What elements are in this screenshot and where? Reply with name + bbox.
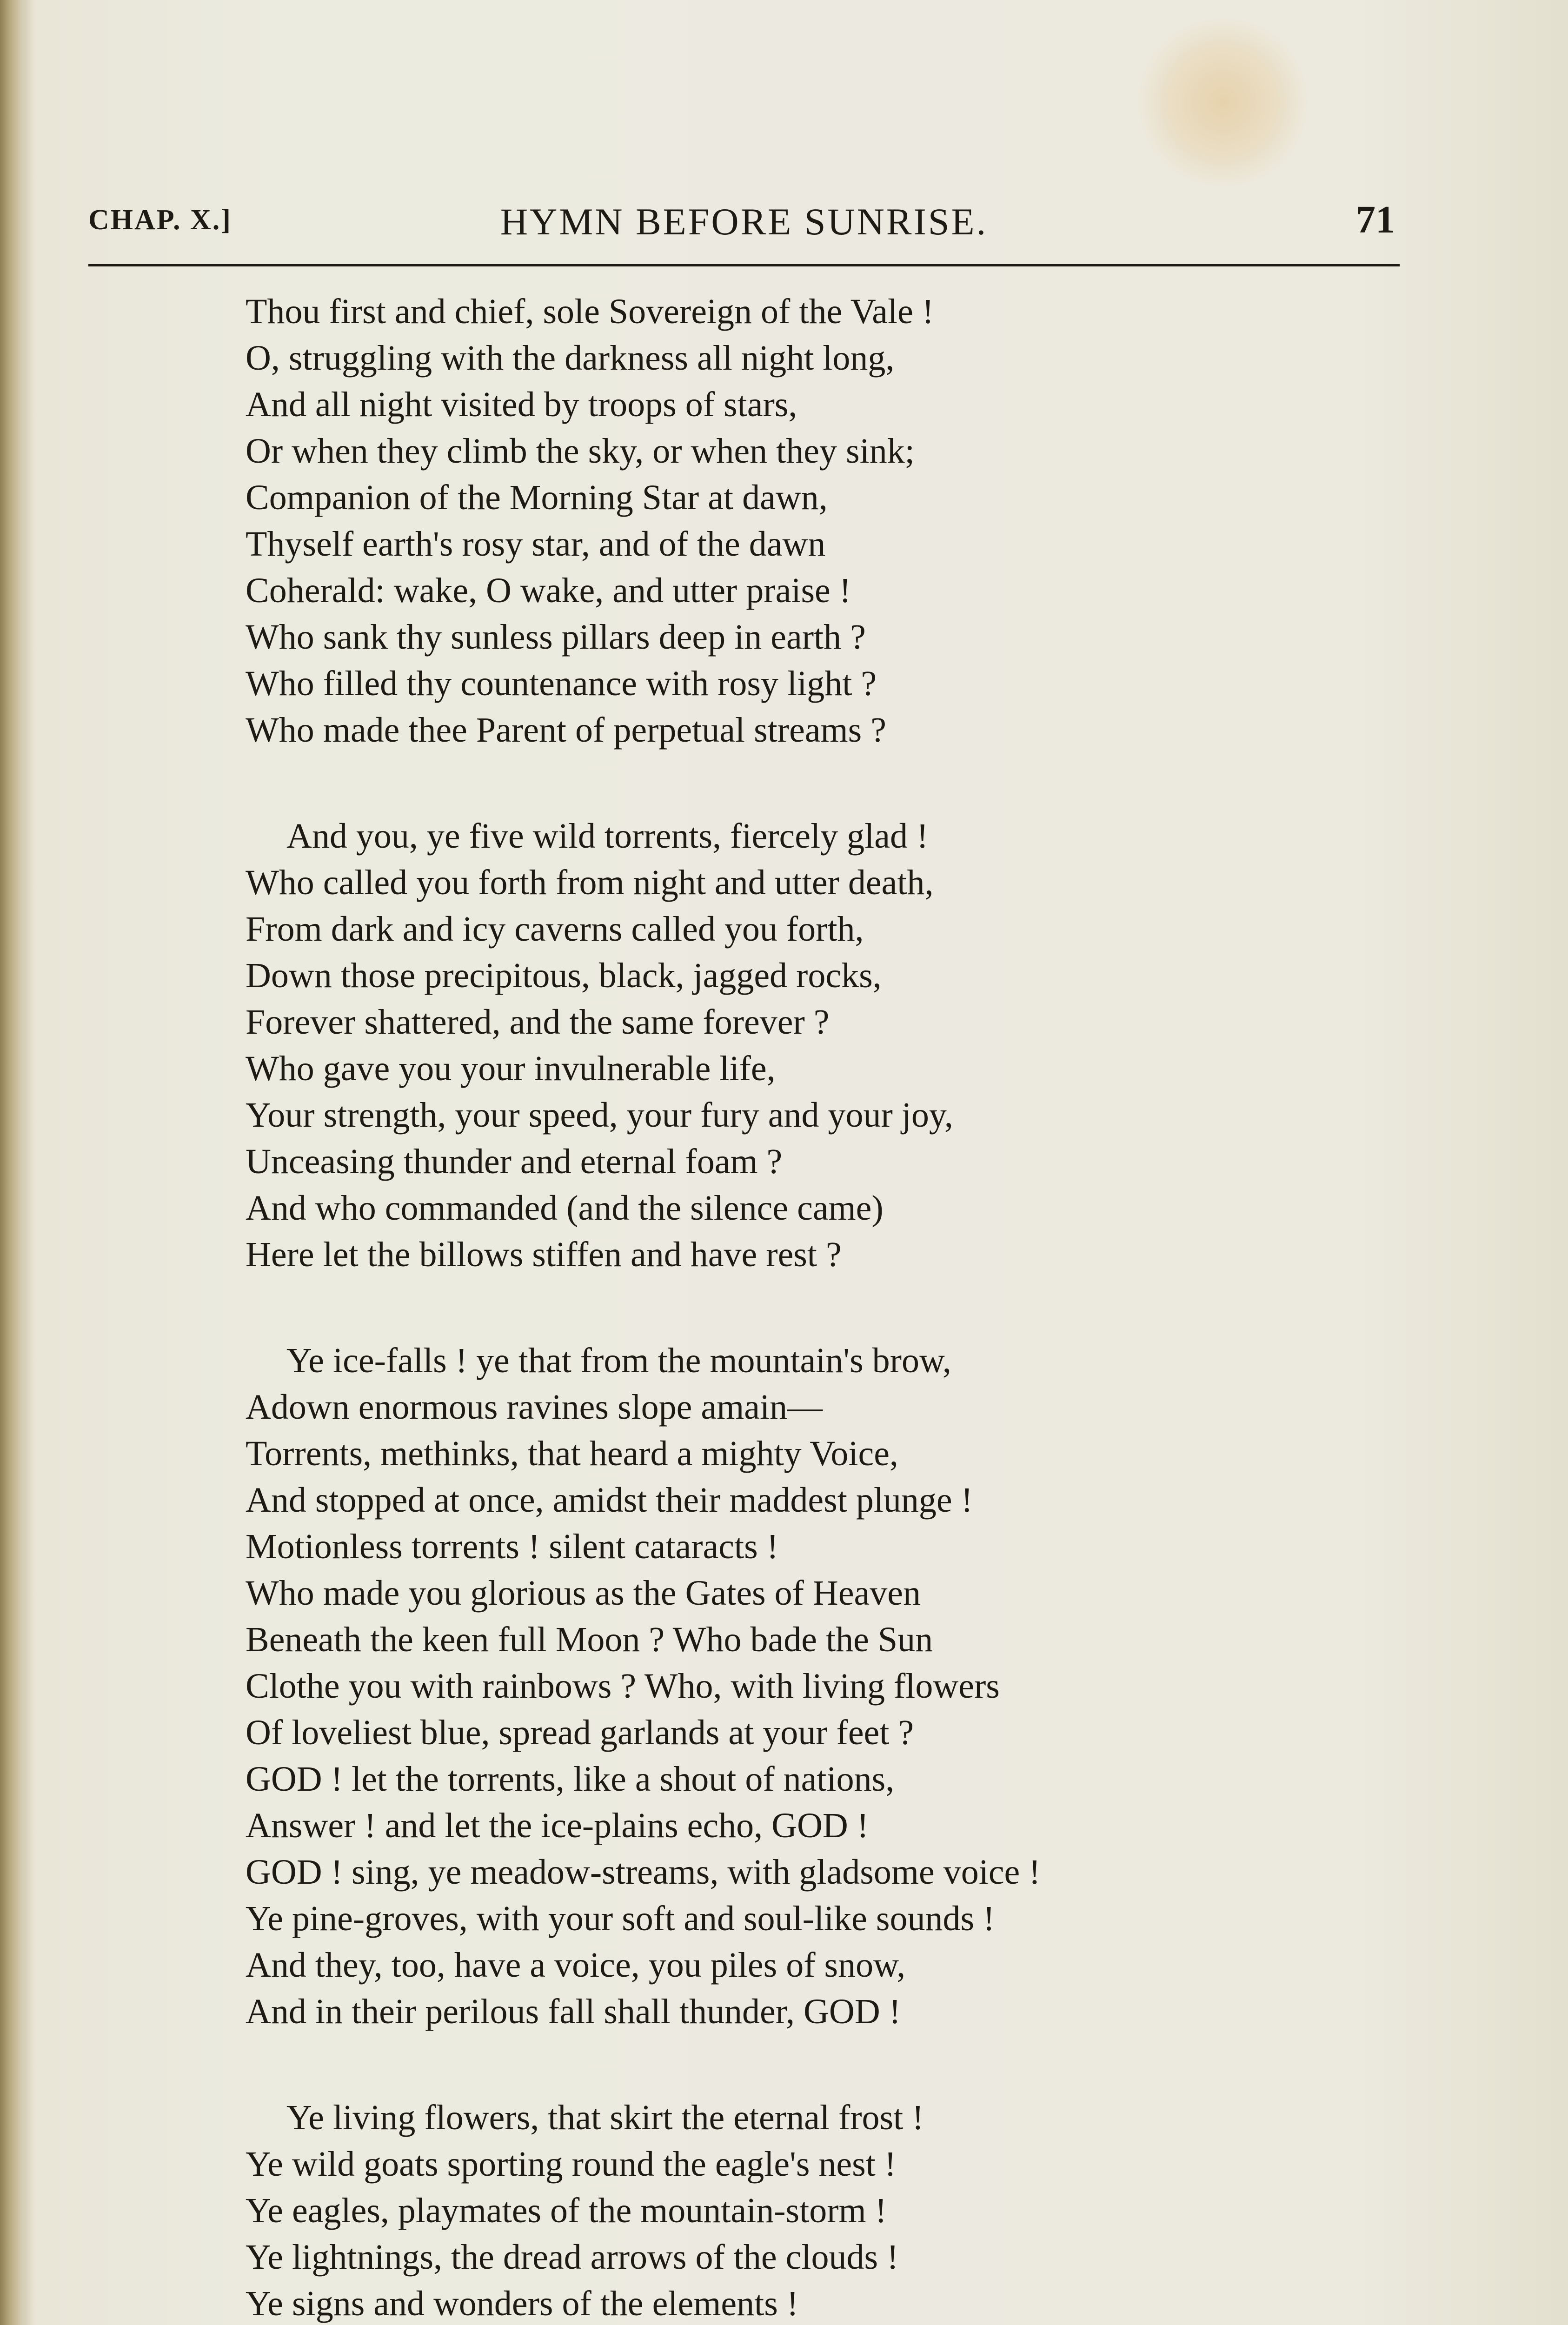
stanza-4 [246,2094,1315,2325]
poem-line: Ye wild goats sporting round the eagle's nest ! [246,2145,897,2184]
poem-line: Beneath the keen full Moon ? Who bade the Sun [246,1620,933,1659]
poem-line: And all night visited by troops of stars, [246,385,797,424]
chapter-label: CHAP. X.] [88,204,232,236]
poem-line: And you, ye five wild torrents, fiercely glad ! [286,817,929,856]
poem-line: Ye living flowers, that skirt the eternal frost ! [286,2098,924,2137]
poem-line: Forever shattered, and the same forever ? [246,1003,830,1042]
poem-line: Unceasing thunder and eternal foam ? [246,1142,783,1181]
poem-line: Ye lightnings, the dread arrows of the clouds ! [246,2238,899,2277]
poem-line: And stopped at once, amidst their maddest plunge ! [246,1481,973,1520]
poem-line: Who called you forth from night and utter death, [246,863,934,902]
running-title: HYMN BEFORE SUNRISE. [500,200,988,243]
poem-line: Ye pine-groves, with your soft and soul-like sounds ! [246,1899,995,1938]
poem-line: Who filled thy countenance with rosy light ? [246,664,877,703]
stanza-3 [246,1337,1315,2035]
stanza-1 [246,288,1315,753]
poem-line: Here let the billows stiffen and have rest ? [246,1235,842,1274]
poem-line: Answer ! and let the ice-plains echo, GOD ! [246,1806,869,1845]
running-header [88,195,1400,251]
poem-line: Thyself earth's rosy star, and of the dawn [246,525,826,564]
poem-line: O, struggling with the darkness all night long, [246,339,895,378]
poem-line: Who made you glorious as the Gates of Heaven [246,1574,921,1613]
poem-line: Torrents, methinks, that heard a mighty Voice, [246,1434,898,1473]
poem-line: Who gave you your invulnerable life, [246,1049,776,1088]
poem-line: Of loveliest blue, spread garlands at your feet ? [246,1713,914,1752]
paper-stain [1135,19,1311,186]
poem-line: Who sank thy sunless pillars deep in earth ? [246,618,866,657]
poem-line: Adown enormous ravines slope amain— [246,1388,823,1427]
poem-line: Coherald: wake, O wake, and utter praise ! [246,571,851,610]
poem-line: From dark and icy caverns called you forth, [246,910,864,949]
header-rule [88,264,1400,266]
poem-line: Or when they climb the sky, or when they sink; [246,432,915,471]
poem-line: GOD ! let the torrents, like a shout of nations, [246,1760,895,1799]
stanza-2 [246,813,1315,1278]
poem-line: Clothe you with rainbows ? Who, with living flowers [246,1667,1000,1706]
poem-line: Motionless torrents ! silent cataracts ! [246,1527,779,1566]
poem-line: GOD ! sing, ye meadow-streams, with gladsome voice ! [246,1853,1041,1892]
poem-line: And they, too, have a voice, you piles of snow, [246,1946,906,1985]
poem-line: Companion of the Morning Star at dawn, [246,478,828,517]
poem-line: And who commanded (and the silence came) [246,1189,884,1228]
poem-line: Thou first and chief, sole Sovereign of the Vale ! [246,292,934,331]
poem-line: Ye eagles, playmates of the mountain-storm ! [246,2191,887,2230]
poem-line: Ye ice-falls ! ye that from the mountain's brow, [286,1341,951,1380]
poem-line: Who made thee Parent of perpetual streams ? [246,711,886,750]
book-spine-shadow [0,0,33,2325]
page-number: 71 [1356,198,1395,241]
poem-line: Down those precipitous, black, jagged rocks, [246,956,882,995]
poem-body [246,288,1315,2325]
poem-line: Your strength, your speed, your fury and your joy, [246,1096,953,1135]
poem-line: Ye signs and wonders of the elements ! [246,2284,799,2323]
poem-line: And in their perilous fall shall thunder, GOD ! [246,1992,901,2031]
